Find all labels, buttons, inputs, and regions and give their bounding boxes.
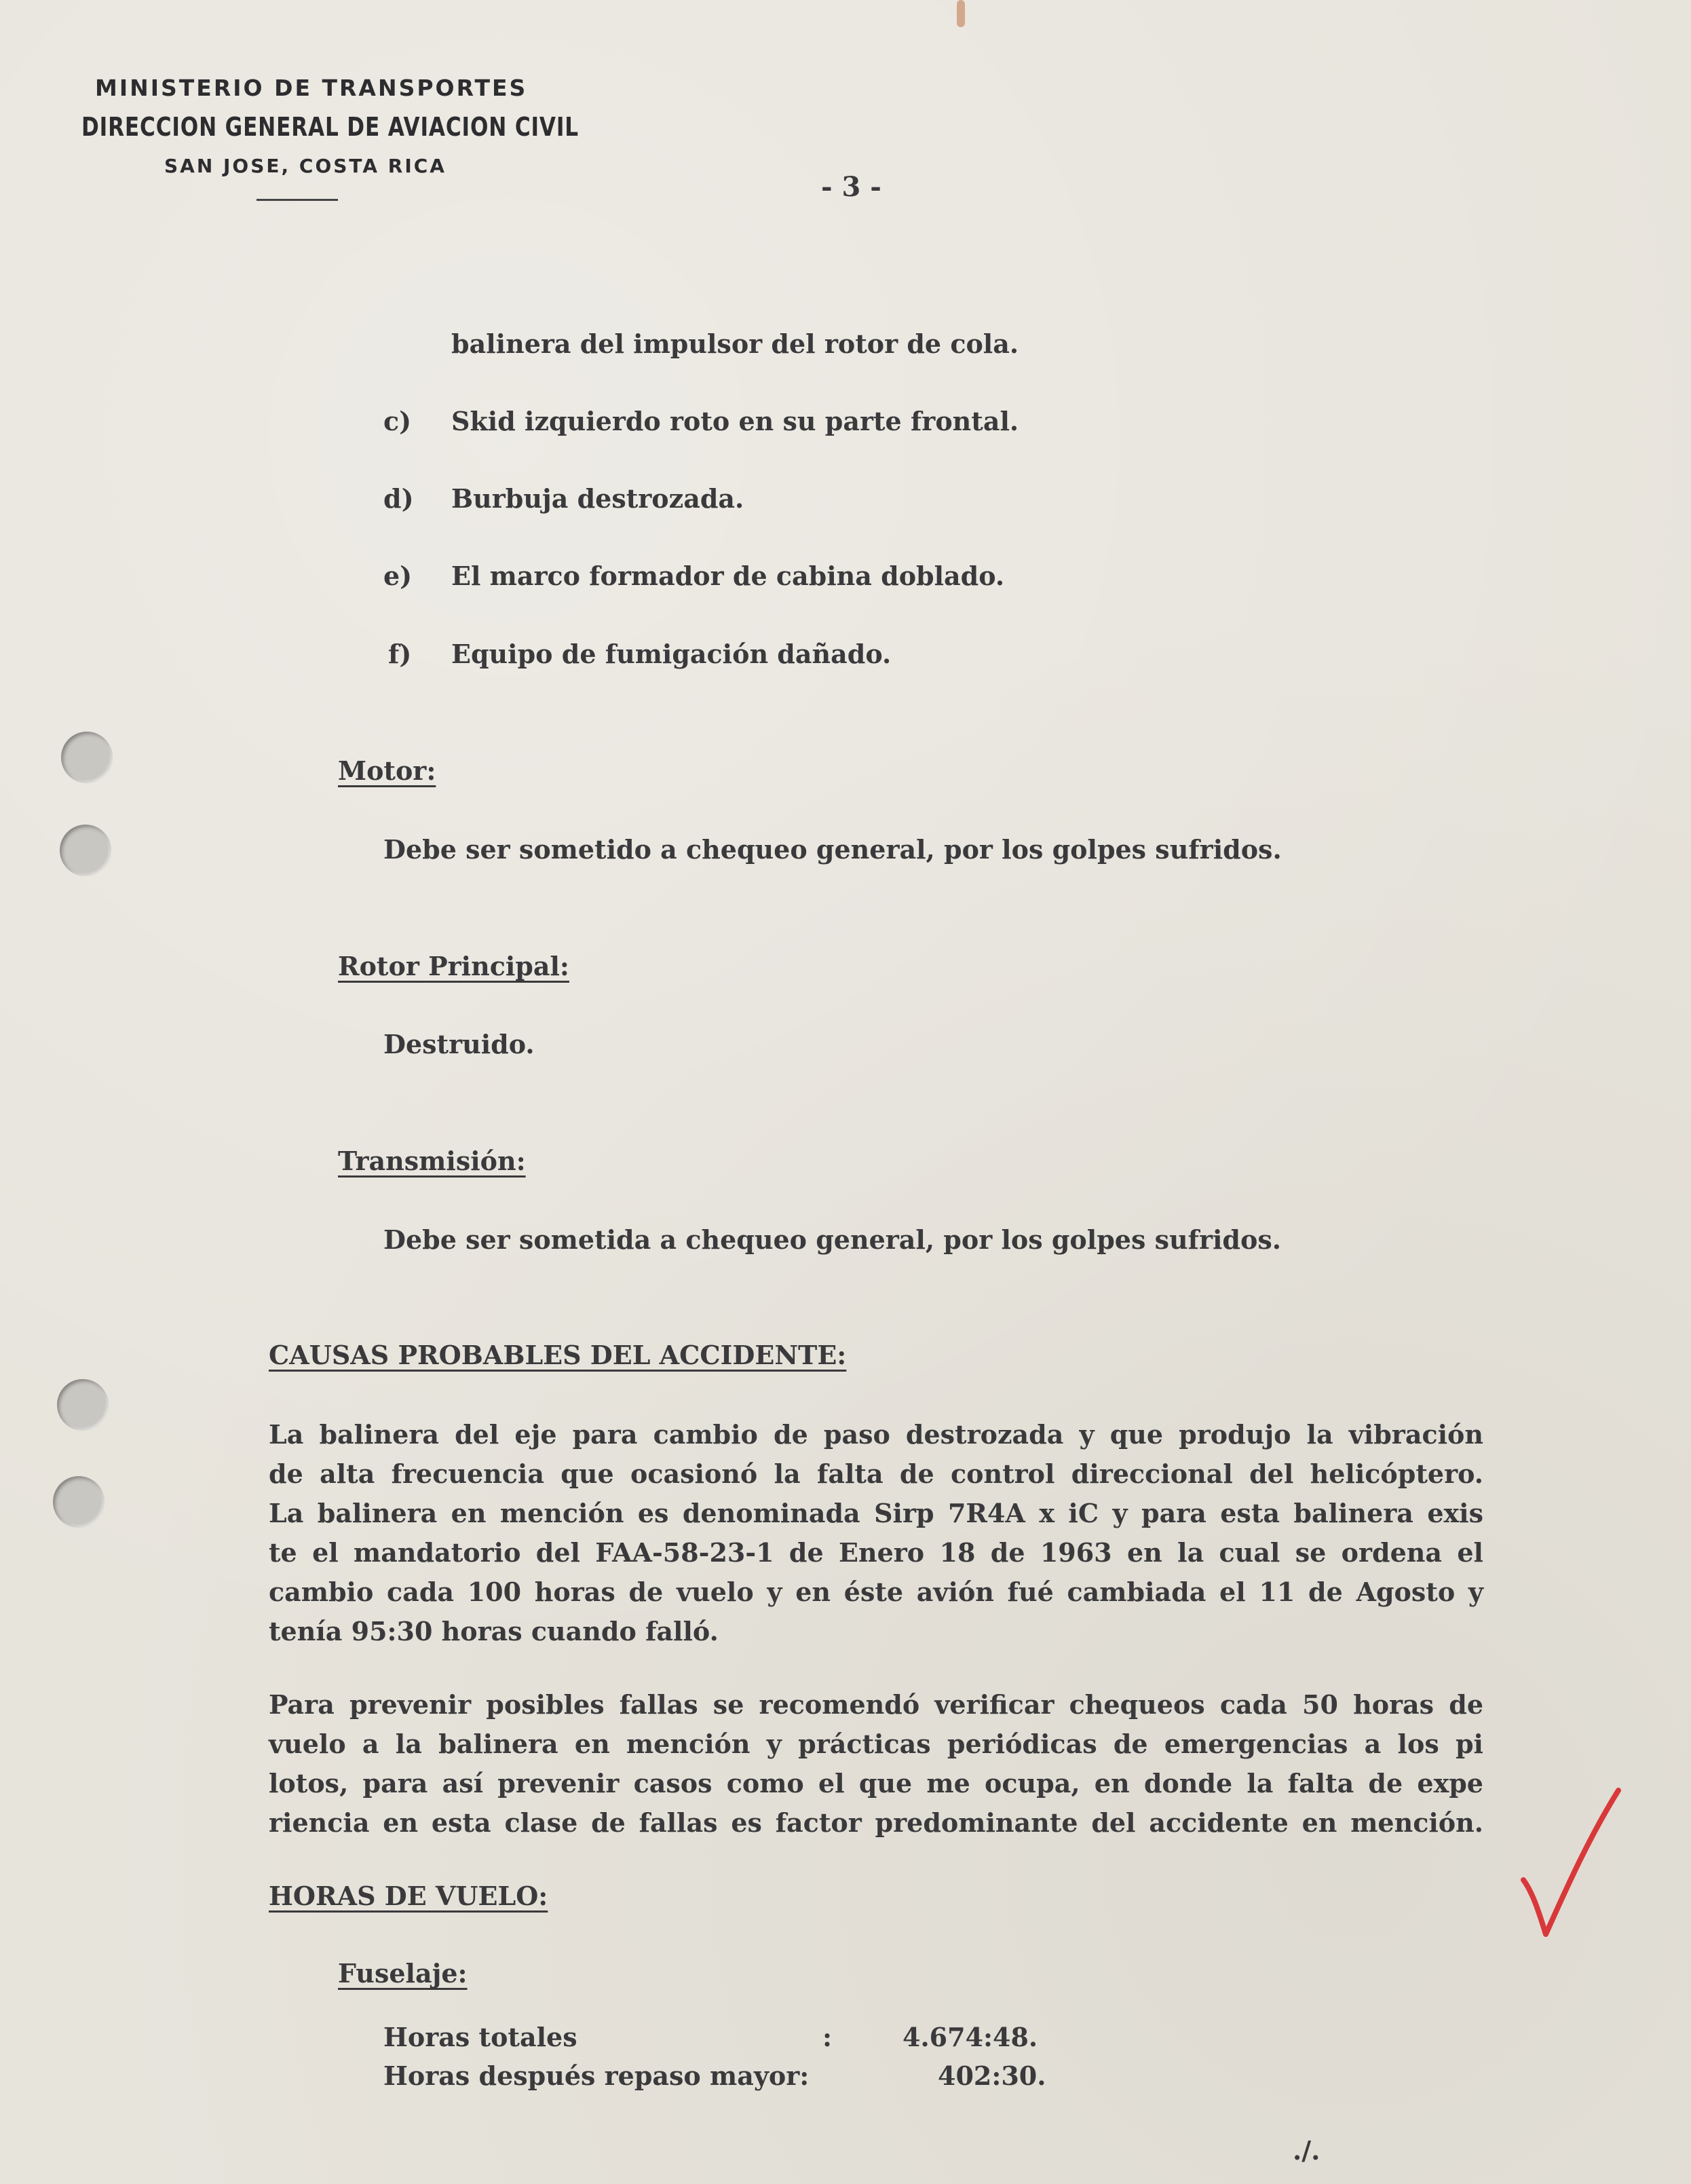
binder-hole-4 [53,1476,104,1528]
transmision-text: Debe ser sometida a chequeo general, por los golpes sufridos. [383,1224,1281,1255]
damage-item-marker: f) [388,639,412,669]
motor-heading: Motor: [338,755,436,786]
horas-row-value: 402:30. [938,2060,1046,2091]
horas-heading: HORAS DE VUELO: [269,1881,548,1911]
damage-item-text: Burbuja destrozada. [451,483,744,514]
check-mark-icon [1513,1778,1629,1948]
letterhead-location: SAN JOSE, COSTA RICA [164,155,446,177]
binder-hole-2 [60,825,111,876]
letterhead-directorate: DIRECCION GENERAL DE AVIACION CIVIL [81,112,579,142]
continuation-mark: ./. [1293,2135,1320,2166]
paragraph-line: de alta frecuencia que ocasionó la falta de control direccional del helicóptero. [269,1458,1483,1489]
motor-text: Debe ser sometido a chequeo general, por los golpes sufridos. [383,834,1282,865]
horas-row-value: 4.674:48. [902,2022,1038,2052]
causas-paragraph-2 [269,1685,1483,1843]
letterhead-rule [256,199,338,201]
binder-hole-1 [61,732,113,783]
letterhead-ministry: MINISTERIO DE TRANSPORTES [95,75,528,101]
paragraph-line: La balinera del eje para cambio de paso destrozada y que produjo la vibración [269,1419,1483,1450]
paragraph-line: lotos, para así prevenir casos como el que me ocupa, en donde la falta de expe [269,1768,1483,1799]
paragraph-line: te el mandatorio del FAA-58-23-1 de Enero 18 de 1963 en la cual se ordena el [269,1537,1483,1568]
damage-item-marker: e) [383,561,413,591]
paragraph-line: La balinera en mención es denominada Sirp 7R4A x iC y para esta balinera exis [269,1498,1483,1528]
rotor-principal-text: Destruido. [383,1029,535,1059]
paragraph-line: tenía 95:30 horas cuando falló. [269,1616,719,1646]
horas-row-label: Horas totales [383,2022,577,2052]
damage-item-marker: c) [383,406,412,436]
horas-row-separator: : [822,2022,833,2052]
binder-hole-3 [57,1379,109,1431]
paragraph-line: cambio cada 100 horas de vuelo y en éste avión fué cambiada el 11 de Agosto y [269,1577,1483,1607]
paragraph-line: riencia en esta clase de fallas es factor predominante del accidente en mención. [269,1807,1483,1838]
paragraph-line: vuelo a la balinera en mención y prácticas periódicas de emergencias a los pi [269,1729,1483,1759]
causas-paragraph-1 [269,1415,1483,1651]
damage-continuation: balinera del impulsor del rotor de cola. [451,328,1019,359]
page-number: - 3 - [821,171,881,203]
paragraph-line: Para prevenir posibles fallas se recomendó verificar chequeos cada 50 horas de [269,1689,1483,1720]
fuselaje-heading: Fuselaje: [338,1958,468,1989]
causas-heading: CAUSAS PROBABLES DEL ACCIDENTE: [269,1340,847,1370]
horas-row-label: Horas después repaso mayor: [383,2060,810,2091]
damage-item-text: Equipo de fumigación dañado. [451,639,892,669]
rotor-principal-heading: Rotor Principal: [338,951,569,981]
damage-item-text: El marco formador de cabina doblado. [451,561,1005,591]
transmision-heading: Transmisión: [338,1146,526,1176]
paper-stain [957,0,965,27]
damage-item-marker: d) [383,483,414,514]
damage-item-text: Skid izquierdo roto en su parte frontal. [451,406,1019,436]
